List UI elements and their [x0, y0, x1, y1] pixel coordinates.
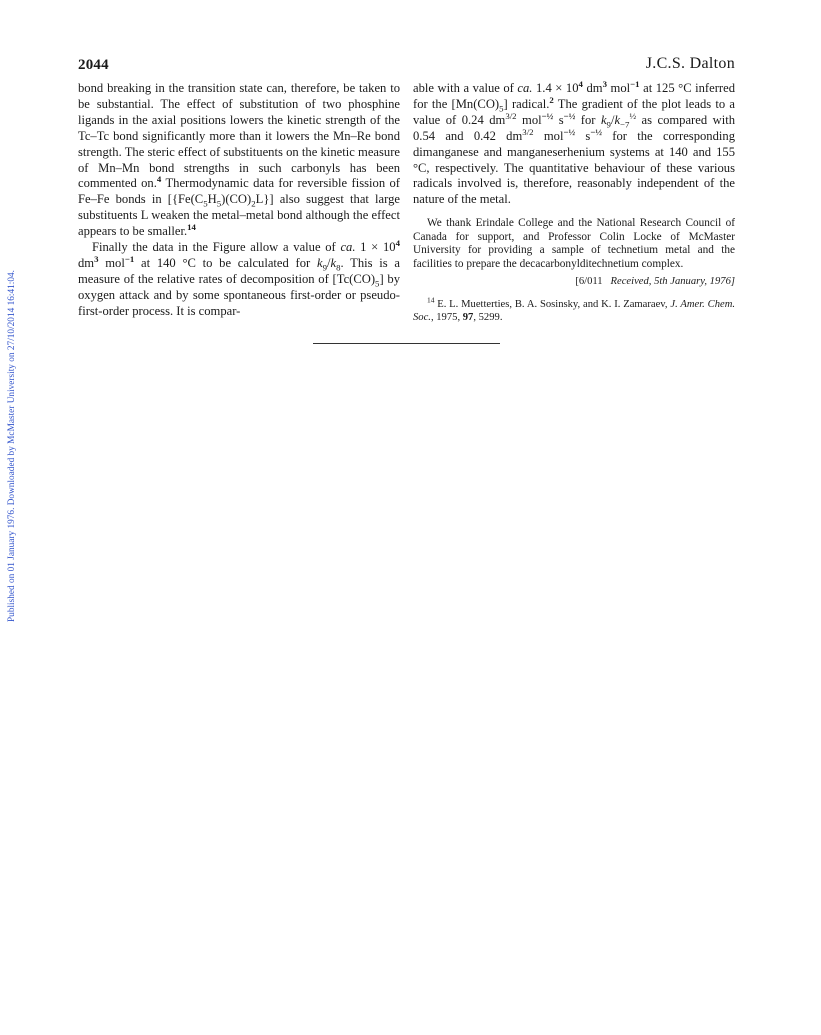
reference-14[interactable]: 14	[187, 221, 196, 232]
received-date: [6/011 Received, 5th January, 1976]	[575, 275, 735, 287]
publication-side-note: Published on 01 January 1976. Downloaded by McMaster University on 27/10/2014 16:41:04.	[7, 270, 17, 622]
paragraph-finally: Finally the data in the Figure allow a value of ca. $1 \times 10^4$ $dm^3$ mol$^{-1}$ at 140 °C to be calculated for $k_9/k_8$. This is a measure of the relative rates of decomposition of $[Tc(CO)_5]$ by oxygen attack and by some spontaneous first-order or pseudo-first-order process. It is compar-	[78, 237, 400, 318]
left-column	[78, 81, 400, 320]
journal-title: J.C.S. Dalton	[645, 55, 735, 72]
reference-2[interactable]: 2	[549, 94, 554, 105]
acknowledgement: We thank Erindale College and the National Research Council of Canada for support, and Professor Colin Locke of McMaster University for providing a sample of technetium metal and the facilities to prepare the decacarbonylditechnetium complex.	[413, 217, 735, 271]
right-column	[413, 78, 736, 324]
reference-4[interactable]: 4	[156, 174, 162, 185]
page-number: 2044	[78, 57, 109, 73]
footnote-14: $^{14}$ E. L. Muetterties, B. A. Sosinsky, and K. I. Zamaraev, J. Amer. Chem. Soc., 1975, 97, 5299.	[413, 295, 735, 323]
paragraph-bond-breaking: bond breaking in the transition state can, therefore, be taken to be substantial. The effect of substitution of two phosphine ligands in the axial positions lowers the kinetic strength of the Tc–Tc bond significantly more than it lowers the Mn–Re bond strength. The steric effect of substituents on the kinetic measure of Mn–Mn bond strengths in such carbonyls has been commented on.$^4$ Thermodynamic data for reversible fission of Fe–Fe bonds in $[\{Fe(C_5H_5)(CO)_2L\}]$ also suggest that large substituents L weaken the metal–metal bond although the effect appears to be smaller.$^{14}$	[78, 81, 400, 239]
paragraph-comparable: able with a value of ca. $1.4 \times 10^4$ $dm^3$ mol$^{-1}$ at 125 °C inferred for the $[Mn(CO)_5]$ radical.$^2$ The gradient of the plot leads to a value of 0.24 $dm^{3/2}$ mol$^{-\frac{1}{2}}$ $s^{-\frac{1}{2}}$ for $k_9/k_{-7}^{\frac{1}{2}}$ as compared with 0.54 and 0.42 $dm^{3/2}$ mol$^{-\frac{1}{2}}$ $s^{-\frac{1}{2}}$ for the corresponding dimanganese and manganeserhenium systems at 140 and 155 °C, respectively. The quantitative behaviour of these various radicals involved is, therefore, reasonably independent of the nature of the metal.	[413, 78, 736, 207]
end-of-article-rule	[313, 343, 500, 344]
